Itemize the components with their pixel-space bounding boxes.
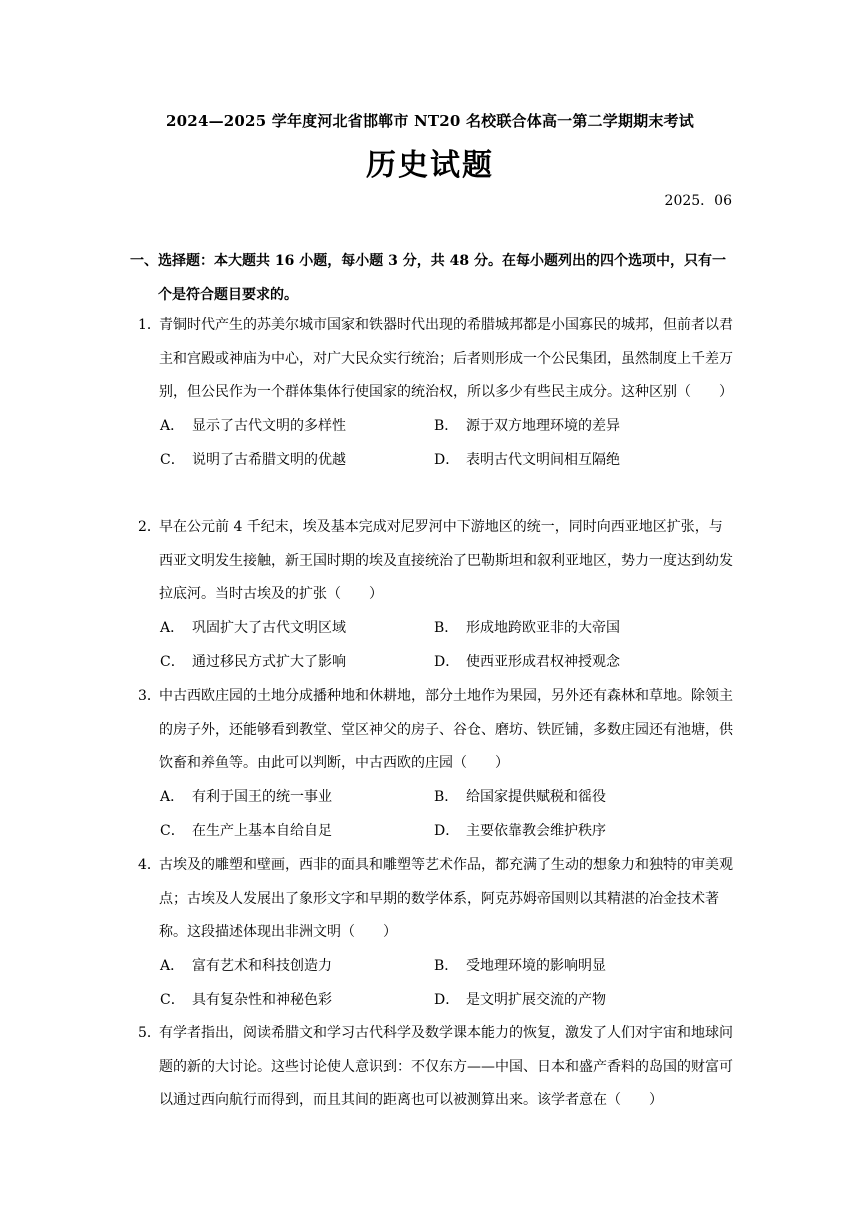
section-heading	[130, 244, 736, 312]
question-text: 古埃及的雕塑和壁画，西非的面具和雕塑等艺术作品，都充满了生动的想象力和独特的审美观点；古埃及人发展出了象形文字和早期的数学体系，阿克苏姆帝国则以其精湛的冶金技术著称。这段描述体现出非洲文明（ ）	[159, 857, 733, 940]
subject-title: 历史试题	[366, 148, 494, 183]
option-d[interactable]: D． 使西亚形成君权神授观念	[434, 653, 620, 670]
option-b[interactable]: B． 形成地跨欧亚非的大帝国	[434, 619, 620, 636]
option-b[interactable]: B． 给国家提供赋税和徭役	[434, 788, 606, 805]
question-1	[138, 309, 736, 478]
option-c[interactable]: C． 在生产上基本自给自足	[160, 822, 332, 839]
section-heading-line2: 个是符合题目要求的。	[158, 287, 298, 303]
question-stem	[138, 309, 736, 410]
options	[138, 781, 736, 849]
question-stem	[138, 680, 736, 781]
option-a[interactable]: A． 有利于国王的统一事业	[160, 788, 332, 805]
options	[138, 410, 736, 478]
option-a[interactable]: A． 巩固扩大了古代文明区域	[160, 619, 346, 636]
option-d[interactable]: D． 主要依靠教会维护秩序	[434, 822, 606, 839]
question-text: 有学者指出，阅读希腊文和学习古代科学及数学课本能力的恢复，激发了人们对宇宙和地球问题的新的大讨论。这些讨论使人意识到：不仅东方——中国、日本和盛产香料的岛国的财富可以通过西向航行而得到，而且其间的距离也可以被测算出来。该学者意在（ ）	[159, 1025, 733, 1108]
option-a[interactable]: A． 富有艺术和科技创造力	[160, 957, 332, 974]
question-text: 青铜时代产生的苏美尔城市国家和铁器时代出现的希腊城邦都是小国寡民的城邦，但前者以君主和宫殿或神庙为中心，对广大民众实行统治；后者则形成一个公民集团，虽然制度上千差万别，但公民作为一个群体集体行使国家的统治权，所以多少有些民主成分。这种区别（ ）	[159, 317, 733, 400]
option-c[interactable]: C． 具有复杂性和神秘色彩	[160, 991, 332, 1008]
option-c[interactable]: C． 通过移民方式扩大了影响	[160, 653, 346, 670]
question-3	[138, 680, 736, 849]
question-number: 1．	[138, 317, 161, 333]
question-stem	[138, 849, 736, 950]
question-stem	[138, 511, 736, 612]
option-a[interactable]: A． 显示了古代文明的多样性	[160, 417, 346, 434]
options	[138, 950, 736, 1018]
question-stem	[138, 1017, 736, 1118]
question-2	[138, 511, 736, 680]
options	[138, 612, 736, 680]
question-5	[138, 1017, 736, 1118]
option-b[interactable]: B． 受地理环境的影响明显	[434, 957, 606, 974]
option-d[interactable]: D． 是文明扩展交流的产物	[434, 991, 606, 1008]
question-text: 早在公元前 4 千纪末，埃及基本完成对尼罗河中下游地区的统一，同时向西亚地区扩张，与西亚文明发生接触，新王国时期的埃及直接统治了巴勒斯坦和叙利亚地区，势力一度达到幼发拉底河。当时古埃及的扩张（ ）	[159, 519, 733, 602]
section-heading-line1: 一、选择题：本大题共 16 小题，每小题 3 分，共 48 分。在每小题列出的四个选项中，只有一	[130, 253, 726, 269]
option-c[interactable]: C． 说明了古希腊文明的优越	[160, 451, 346, 468]
option-b[interactable]: B． 源于双方地理环境的差异	[434, 417, 620, 434]
question-number: 2．	[138, 519, 161, 535]
question-number: 5．	[138, 1025, 161, 1041]
question-4	[138, 849, 736, 1018]
exam-date: 2025．06	[664, 193, 732, 209]
exam-title: 2024—2025 学年度河北省邯郸市 NT20 名校联合体高一第二学期期末考试	[166, 112, 694, 130]
option-d[interactable]: D． 表明古代文明间相互隔绝	[434, 451, 620, 468]
question-number: 4．	[138, 857, 161, 873]
question-text: 中古西欧庄园的土地分成播种地和休耕地，部分土地作为果园，另外还有森林和草地。除领主的房子外，还能够看到教堂、堂区神父的房子、谷仓、磨坊、铁匠铺，多数庄园还有池塘，供饮畜和养鱼等。由此可以判断，中古西欧的庄园（ ）	[159, 688, 733, 771]
question-number: 3．	[138, 688, 161, 704]
